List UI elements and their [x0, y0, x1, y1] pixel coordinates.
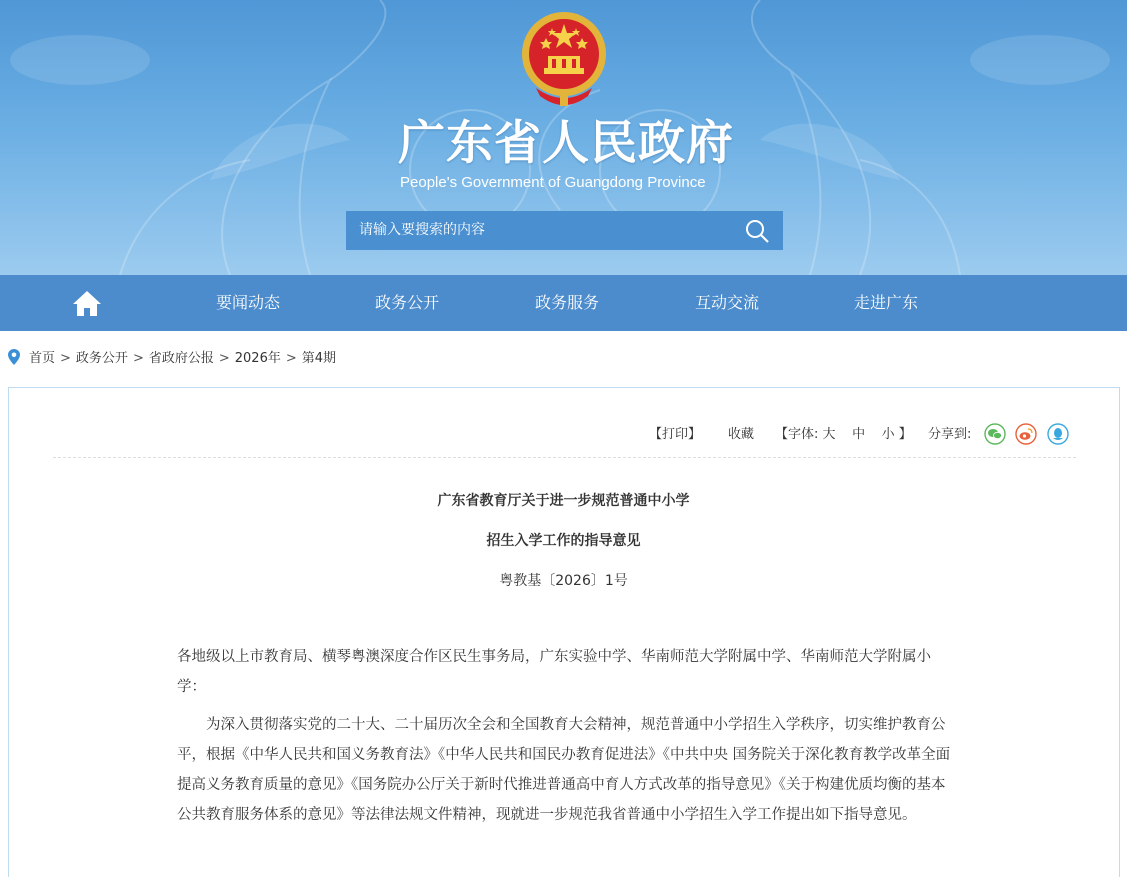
favorite-button[interactable]: 收藏: [728, 427, 755, 442]
breadcrumb-separator: >: [285, 351, 297, 366]
font-medium-button[interactable]: 中: [852, 427, 866, 442]
breadcrumb-gazette[interactable]: 省政府公报: [148, 351, 214, 366]
font-size-control: [775, 424, 912, 446]
search-placeholder: 请输入要搜索的内容: [359, 222, 485, 238]
national-emblem-icon: [518, 10, 610, 110]
document-addressee: 各地级以上市教育局、横琴粤澳深度合作区民生事务局，广东实验中学、华南师范大学附属中学、华南师范大学附属小学：: [177, 649, 931, 695]
breadcrumb-separator: >: [132, 351, 144, 366]
print-button[interactable]: 【打印】: [649, 427, 702, 442]
breadcrumb-issue[interactable]: 第4期: [301, 351, 337, 366]
nav-item-open-government[interactable]: 政务公开: [374, 293, 439, 312]
home-icon[interactable]: [72, 289, 102, 317]
breadcrumb: [8, 349, 336, 369]
site-title: 广东省人民政府: [398, 116, 734, 171]
nav-item-interaction[interactable]: 互动交流: [694, 293, 759, 312]
nav-item-services[interactable]: 政务服务: [534, 293, 599, 312]
breadcrumb-separator: >: [218, 351, 230, 366]
breadcrumb-separator: >: [60, 351, 71, 366]
site-subtitle: People's Government of Guangdong Province: [400, 174, 706, 191]
document-body-paragraph: 为深入贯彻落实党的二十大、二十届历次全会和全国教育大会精神，规范普通中小学招生入学秩序，切实维护教育公平，根据《中华人民共和国义务教育法》《中华人民共和国民办教育促进法》《中共中央 国务院关于深化教育教学改革全面提高义务教育质量的意见》《国务院办公厅关于新时代推进普通高中育人方式改革的指导意见》《关于构建优质均衡的基本公共教育服务体系的意见》等法律法规文件精神，现就进一步规范我省普通中小学招生入学工作提出如下指导意见。: [177, 717, 951, 823]
nav-item-about-guangdong[interactable]: 走进广东: [853, 293, 918, 312]
document-number: 粤教基〔2026〕1号: [499, 573, 628, 589]
document-title-line-1: 广东省教育厅关于进一步规范普通中小学: [437, 493, 690, 509]
qq-share-icon[interactable]: [1047, 423, 1069, 445]
site-header: [0, 0, 1127, 275]
nav-item-news[interactable]: 要闻动态: [215, 293, 280, 312]
font-small-button[interactable]: 小: [881, 427, 895, 442]
breadcrumb-year[interactable]: 2026年: [234, 351, 281, 366]
breadcrumb-open-government[interactable]: 政务公开: [75, 351, 128, 366]
location-pin-icon: [8, 349, 20, 365]
document-title-line-2: 招生入学工作的指导意见: [486, 533, 641, 549]
font-size-label: 【字体:: [775, 427, 819, 442]
wechat-share-icon[interactable]: [984, 423, 1006, 445]
share-label: 分享到:: [928, 427, 972, 442]
search-input[interactable]: [346, 211, 783, 250]
font-size-bracket: 】: [898, 427, 912, 442]
search-icon[interactable]: [745, 219, 769, 243]
weibo-share-icon[interactable]: [1015, 423, 1037, 445]
font-large-button[interactable]: 大: [822, 427, 836, 442]
toolbar-divider: [53, 457, 1076, 458]
breadcrumb-home[interactable]: 首页: [29, 351, 56, 366]
main-nav: [0, 275, 1127, 331]
